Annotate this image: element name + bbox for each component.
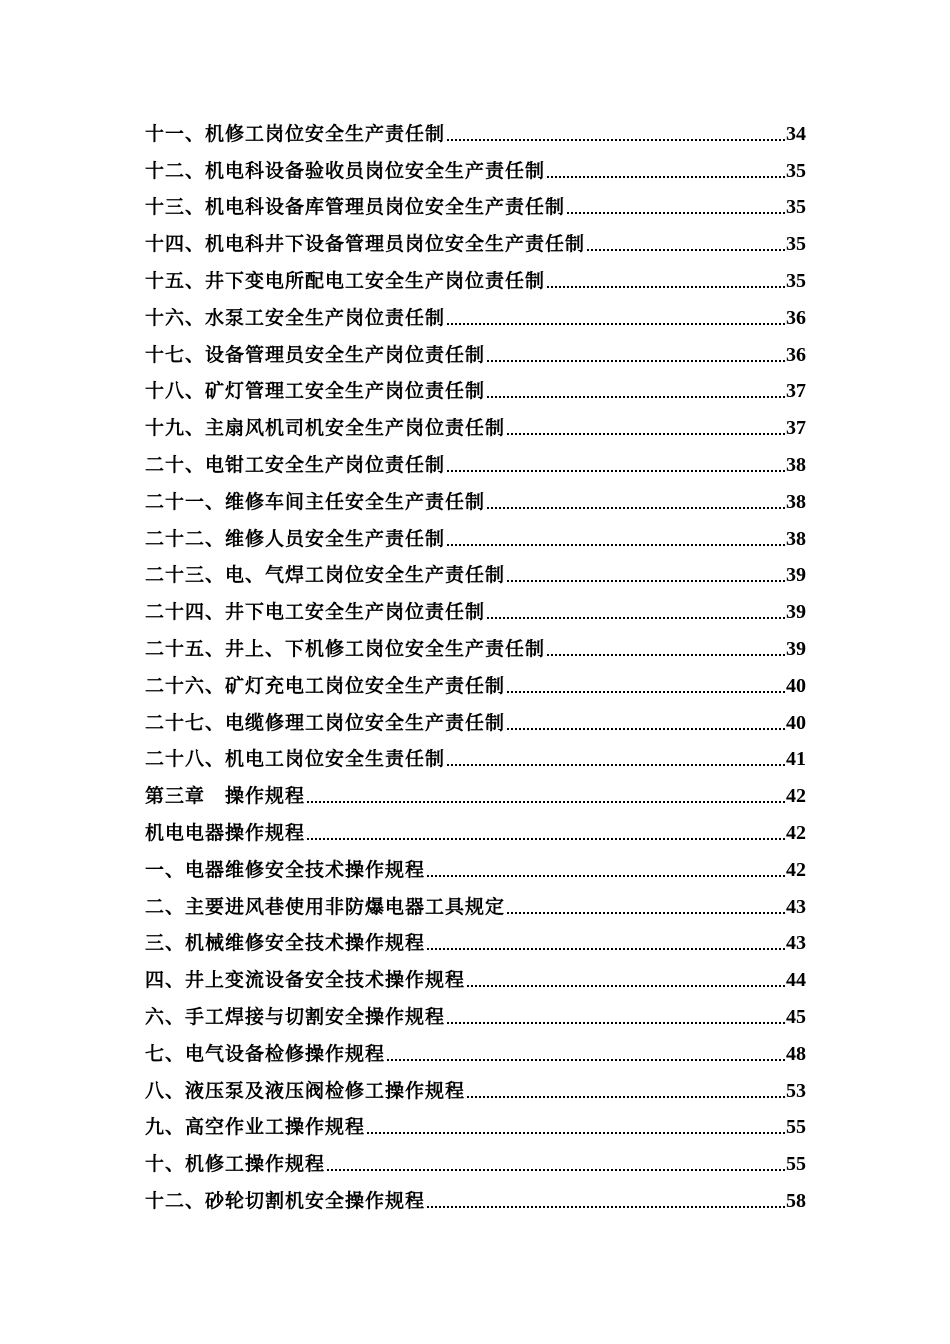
toc-entry[interactable]: [145, 1107, 806, 1144]
toc-dot-leader: [487, 507, 785, 509]
toc-entry-page: 35: [786, 159, 806, 182]
toc-entry-title: 三、机械维修安全技术操作规程: [145, 932, 426, 955]
toc-entry[interactable]: [145, 555, 806, 592]
toc-entry-title: 第三章 操作规程: [145, 785, 306, 808]
toc-entry-page: 40: [786, 674, 806, 697]
toc-entry-page: 37: [786, 380, 806, 403]
toc-entry[interactable]: [145, 297, 806, 334]
toc-entry-title: 六、手工焊接与切割安全操作规程: [145, 1005, 446, 1028]
toc-dot-leader: [307, 838, 785, 840]
toc-entry-title: 十二、砂轮切割机安全操作规程: [145, 1189, 426, 1212]
toc-entry-title: 八、液压泵及液压阀检修工操作规程: [145, 1079, 466, 1102]
toc-entry-page: 39: [786, 564, 806, 587]
toc-entry-title: 十、机修工操作规程: [145, 1153, 326, 1176]
toc-dot-leader: [367, 1132, 785, 1134]
toc-entry-title: 二十八、机电工岗位安全生责任制: [145, 748, 446, 771]
toc-entry-page: 43: [786, 895, 806, 918]
toc-entry-page: 37: [786, 417, 806, 440]
toc-entry-title: 机电电器操作规程: [145, 821, 306, 844]
toc-entry-title: 二十二、维修人员安全生产责任制: [145, 527, 446, 550]
toc-dot-leader: [447, 323, 785, 325]
toc-entry[interactable]: [145, 150, 806, 187]
toc-entry-page: 38: [786, 490, 806, 513]
toc-entry-page: 36: [786, 343, 806, 366]
toc-entry[interactable]: [145, 959, 806, 996]
toc-dot-leader: [427, 1206, 785, 1208]
toc-entry[interactable]: [145, 923, 806, 960]
toc-entry[interactable]: [145, 444, 806, 481]
toc-entry[interactable]: [145, 702, 806, 739]
toc-entry[interactable]: [145, 518, 806, 555]
toc-dot-leader: [507, 433, 785, 435]
toc-dot-leader: [567, 212, 785, 214]
toc-entry[interactable]: [145, 849, 806, 886]
toc-entry-page: 58: [786, 1189, 806, 1212]
toc-entry-title: 十一、机修工岗位安全生产责任制: [145, 122, 446, 145]
toc-entry-title: 一、电器维修安全技术操作规程: [145, 858, 426, 881]
toc-entry-title: 十二、机电科设备验收员岗位安全生产责任制: [145, 159, 546, 182]
toc-entry-page: 41: [786, 748, 806, 771]
toc-entry[interactable]: [145, 334, 806, 371]
toc-entry-title: 十九、主扇风机司机安全生产岗位责任制: [145, 417, 506, 440]
toc-entry-title: 十七、设备管理员安全生产岗位责任制: [145, 343, 486, 366]
toc-dot-leader: [547, 176, 785, 178]
toc-entry-title: 四、井上变流设备安全技术操作规程: [145, 969, 466, 992]
toc-dot-leader: [447, 1022, 785, 1024]
toc-entry-title: 二十四、井下电工安全生产岗位责任制: [145, 601, 486, 624]
toc-dot-leader: [447, 764, 785, 766]
toc-dot-leader: [507, 728, 785, 730]
toc-entry-title: 十四、机电科井下设备管理员岗位安全生产责任制: [145, 233, 586, 256]
toc-entry-page: 45: [786, 1005, 806, 1028]
toc-entry-page: 34: [786, 122, 806, 145]
toc-entry[interactable]: [145, 1180, 806, 1217]
toc-entry-page: 38: [786, 527, 806, 550]
toc-entry-title: 十六、水泵工安全生产岗位责任制: [145, 306, 446, 329]
toc-dot-leader: [327, 1169, 785, 1171]
toc-dot-leader: [487, 396, 785, 398]
toc-entry[interactable]: [145, 407, 806, 444]
toc-entry-page: 39: [786, 637, 806, 660]
toc-dot-leader: [307, 801, 785, 803]
toc-dot-leader: [487, 360, 785, 362]
toc-entry[interactable]: [145, 739, 806, 776]
toc-dot-leader: [507, 580, 785, 582]
toc-entry-title: 二十、电钳工安全生产岗位责任制: [145, 453, 446, 476]
toc-entry[interactable]: [145, 886, 806, 923]
toc-entry-page: 38: [786, 453, 806, 476]
toc-dot-leader: [507, 912, 785, 914]
toc-entry[interactable]: [145, 481, 806, 518]
toc-entry-page: 35: [786, 269, 806, 292]
toc-entry-page: 55: [786, 1116, 806, 1139]
toc-entry-page: 39: [786, 601, 806, 624]
toc-entry-title: 二、主要进风巷使用非防爆电器工具规定: [145, 895, 506, 918]
toc-entry-page: 42: [786, 858, 806, 881]
toc-dot-leader: [547, 286, 785, 288]
toc-entry-title: 二十五、井上、下机修工岗位安全生产责任制: [145, 637, 546, 660]
toc-entry-page: 35: [786, 233, 806, 256]
toc-dot-leader: [447, 544, 785, 546]
toc-entry-page: 42: [786, 785, 806, 808]
toc-entry-page: 53: [786, 1079, 806, 1102]
toc-dot-leader: [587, 249, 785, 251]
toc-dot-leader: [487, 617, 785, 619]
toc-entry[interactable]: [145, 187, 806, 224]
toc-entry-page: 36: [786, 306, 806, 329]
toc-entry-title: 二十一、维修车间主任安全生产责任制: [145, 490, 486, 513]
toc-dot-leader: [427, 948, 785, 950]
toc-dot-leader: [427, 875, 785, 877]
toc-entry-page: 35: [786, 196, 806, 219]
toc-dot-leader: [447, 139, 785, 141]
toc-entry[interactable]: [145, 1070, 806, 1107]
toc-entry-page: 44: [786, 969, 806, 992]
toc-entry-title: 十三、机电科设备库管理员岗位安全生产责任制: [145, 196, 566, 219]
toc-entry[interactable]: [145, 223, 806, 260]
toc-entry[interactable]: [145, 665, 806, 702]
toc-dot-leader: [467, 985, 785, 987]
toc-entry[interactable]: [145, 113, 806, 150]
toc-entry-title: 七、电气设备检修操作规程: [145, 1042, 386, 1065]
toc-entry[interactable]: [145, 996, 806, 1033]
toc-dot-leader: [507, 691, 785, 693]
toc-entry-page: 40: [786, 711, 806, 734]
toc-entry[interactable]: [145, 591, 806, 628]
toc-section-heading[interactable]: [145, 812, 806, 849]
toc-entry-page: 43: [786, 932, 806, 955]
toc-entry-title: 二十三、电、气焊工岗位安全生产责任制: [145, 564, 506, 587]
toc-dot-leader: [547, 654, 785, 656]
toc-entry[interactable]: [145, 628, 806, 665]
toc-entry-title: 二十七、电缆修理工岗位安全生产责任制: [145, 711, 506, 734]
toc-dot-leader: [447, 470, 785, 472]
toc-entry-title: 九、高空作业工操作规程: [145, 1116, 366, 1139]
toc-entry[interactable]: [145, 371, 806, 408]
toc-entry[interactable]: [145, 1143, 806, 1180]
toc-entry[interactable]: [145, 1033, 806, 1070]
toc-entry[interactable]: [145, 260, 806, 297]
toc-dot-leader: [467, 1096, 785, 1098]
toc-entry-page: 48: [786, 1042, 806, 1065]
toc-entry-page: 42: [786, 821, 806, 844]
table-of-contents: [145, 113, 806, 1217]
toc-entry-title: 二十六、矿灯充电工岗位安全生产责任制: [145, 674, 506, 697]
toc-entry-title: 十八、矿灯管理工安全生产岗位责任制: [145, 380, 486, 403]
toc-entry-title: 十五、井下变电所配电工安全生产岗位责任制: [145, 269, 546, 292]
toc-dot-leader: [387, 1059, 785, 1061]
toc-chapter-heading[interactable]: [145, 775, 806, 812]
toc-entry-page: 55: [786, 1153, 806, 1176]
